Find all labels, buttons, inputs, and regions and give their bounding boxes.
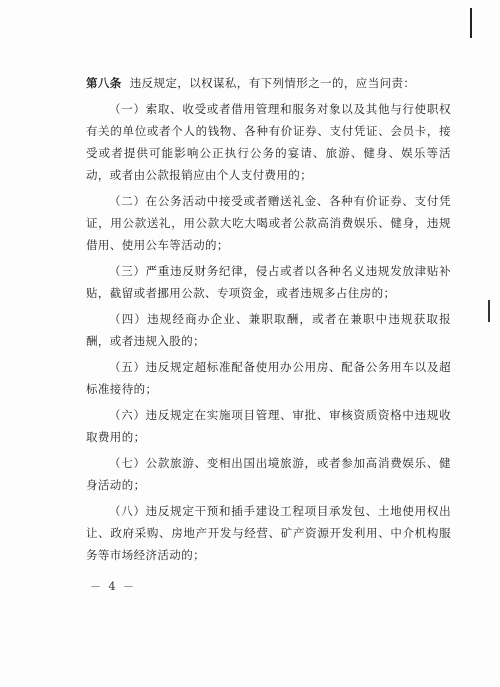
clause-6: （六）违反规定在实施项目管理、审批、审核资质资格中违规收取费用的；: [86, 408, 451, 444]
clause-3: （三）严重违反财务纪律，侵占或者以各种名义违规发放津贴补贴，截留或者挪用公款、专项资金，或者违规多占住房的；: [86, 264, 451, 300]
article-heading: [86, 72, 451, 94]
clause-7: （七）公款旅游、变相出国出境旅游，或者参加高消费娱乐、健身活动的；: [86, 456, 451, 492]
article-intro: 违反规定，以权谋私，有下列情形之一的，应当问责：: [129, 76, 416, 90]
clause-1: （一）索取、收受或者借用管理和服务对象以及其他与行使职权有关的单位或者个人的钱物、各种有价证券、支付凭证、会员卡，接受或者提供可能影响公正执行公务的宴请、旅游、健身、娱乐等活动，或者由公款报销应由个人支付费用的；: [86, 102, 451, 182]
clause-2: （二）在公务活动中接受或者赠送礼金、各种有价证券、支付凭证，用公款送礼，用公款大吃大喝或者公款高消费娱乐、健身，违规借用、使用公车等活动的；: [86, 194, 451, 252]
scan-edge-mark: [488, 300, 490, 322]
clause-8: （八）违反规定干预和插手建设工程项目承发包、土地使用权出让、政府采购、房地产开发与经营、矿产资源开发利用、中介机构服务等市场经济活动的；: [86, 504, 451, 562]
clause-4: （四）违规经商办企业、兼职取酬，或者在兼职中违规获取报酬，或者违规入股的；: [86, 312, 451, 348]
article-body: [86, 72, 451, 570]
page-number: － 4 －: [90, 580, 136, 593]
clause-5: （五）违反规定超标准配备使用办公用房、配备公务用车以及超标准接待的；: [86, 360, 451, 396]
scan-edge-mark: [470, 8, 472, 38]
article-title: 第八条: [86, 76, 122, 90]
